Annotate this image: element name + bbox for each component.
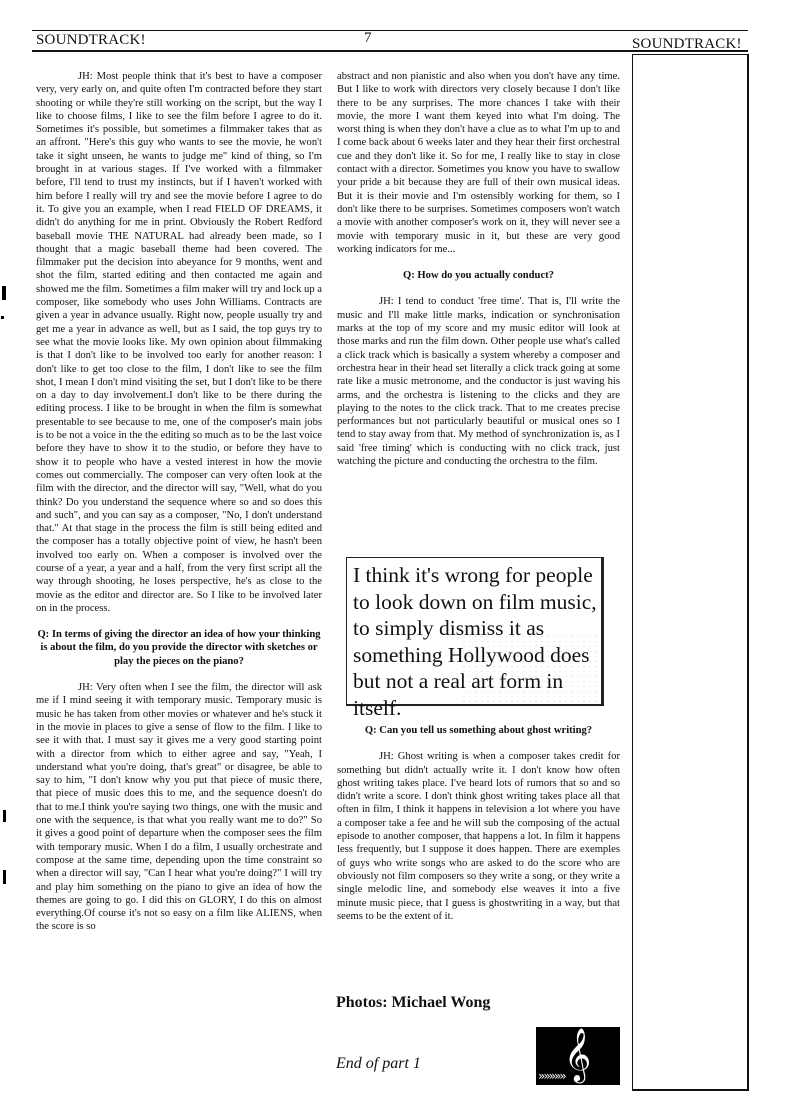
article-column-right-lower: [337, 724, 620, 923]
blank-sidebar-box: [632, 54, 749, 1091]
margin-mark: [3, 870, 6, 884]
article-column-right: [337, 70, 620, 468]
photo-credit: Photos: Michael Wong: [336, 994, 491, 1011]
answer-paragraph: JH: Ghost writing is when a composer takes credit for something but didn't actually write it. I don't know how often ghost writing takes place. I've heard lots of rumors that so and so didn't write a score. I don't think ghost writing takes place all that often in film, I think it happens in television a lot where you have a composer take a fee and he will sub the composing of the actual episode to another composer, that happens a lot. In film it happens less frequently, but I suppose it does happen. There are exemples of guys who write songs who are asked to do the score who are obviously not film composers so they write a song, or they write a single melodic line, and somebody else weaves it into a five minute music piece, that I guess is ghostwriting in a way, but that seems to be the extent of it.: [337, 751, 620, 922]
pull-quote-text: I think it's wrong for people to look down on film music, to simply dismiss it as something Hollywood does but not a real art form in itself.: [353, 563, 597, 720]
chevron-stripes-icon: »»»»»: [538, 1069, 565, 1083]
pull-quote-box: [346, 557, 604, 720]
page-number: 7: [364, 30, 372, 46]
interview-question: Q: How do you actually conduct?: [403, 270, 554, 282]
margin-mark: [3, 810, 6, 822]
header-rule: [32, 50, 748, 52]
answer-paragraph: JH: Most people think that it's best to have a composer very, very early on, and quite often I'm contracted before they start shooting or while they're still working on the script, but the way I like to choose films, I like to see the film before I agree to do it. Sometimes it's possible, but sometimes a filmmaker takes that as an affront. "Here's this guy who wants to see the movie, he won't take it sight unseen, he wants to judge me" kind of thing, so I'm brought in at various stages. If I've worked with a filmmaker before, I'll tend to trust my instincts, but if I haven't worked with him before I really will try and see the movie before I agree to do it. To give you an example, when I read FIELD OF DREAMS, it didn't do anything for me in print. Obviously the Robert Redford baseball movie THE NATURAL had already been made, so I thought that a magic baseball theme had been covered. The filmmaker put the decision into abeyance for 9 months, went and shot the film, started editing and then contacted me again and showed me the film. Sometimes a film maker will try and lock up a composer, like somebody who uses John Williams. Contracts are given a year in advance usually. Right now, people usually try and get me a year in advance as well, but as I said, the top guys try to see what the movie looks like. My own opinion about filmmaking is that I don't like to be involved too early for another reason: I don't like to get too close to the film, I don't like to see the film shot, I mean I don't mind visiting the set, but I don't like to be there on a day to day involvement.I don't like to be there during the editing process. I like to be brought in when the film is somewhat presentable to see because to me, one of the composer's main jobs is to be not a voice in the the editing so much as to be the last voice before they have to show it to the studio, or before they have to show it to people who have a vested interest in how the movie comes out commercially. The composer can very often look at the film with the director, and the director will say, "Well, what do you think? Do you understand the sequence where so and so does this and such", and you can say as a composer, "No, I don't understand that." At that stage in the process the film is still being edited and the composer has a totally objective point of view, he hasn't been involved too early on. When a composer is involved over the course of a year, a year and a half, from the very first script all the way through shooting, he loses perspective, he's as close to the movie as the editor and director are. So I like to be involved later on in the process.: [36, 71, 322, 614]
answer-paragraph: JH: Very often when I see the film, the director will ask me if I mind seeing it with temporary music. Temporary music is music he has taken from other movies or whatever and he's stuck it in the movie in places to give a sense of flow to the film. I like to see it with that. I must say it gives me a very good starting point with a director from which to either agree and say, "Yeah, I understand what you're doing, that's great" or disagree, be able to say to him, "I don't know why you put that piece of music there, that piece of music does this to me, and the sequence doesn't do that to me.I think you're saying two things, one with the music and one with the sequence, is that what you really want me to do?" So it gives a good point of departure when the composer sees the film with temporary music. When I do a film, I usually orchestrate and compose at the same time, depending upon the time constraint so when a director will say, "Can I hear what you're doing?" I will try and play him something on the piano to give an idea of how the themes are going to go. I did this on GLORY, I do this on almost everything.Of course it's not so easy on a film like ALIENS, when the score is so: [36, 682, 322, 933]
answer-paragraph: JH: I tend to conduct 'free time'. That is, I'll write the music and I'll make little marks, indication or synchronisation marks at the top of my score and my music editor will look at those marks and run the film down. Other people use what's called a click track which is basically a system whereby a composer and orchestra hear in their head set literally a click track going at some rate like a music metronome, and the conductor is just waving his arms, and the orchestra is listening to the clicks and they are playing to the notes to the click track. That to me creates precise performances but not particularly beautiful or musical ones so I tend to stay away from that. My method of synchronization is, as I said 'free timing' which is conducting with no click track, just watching the picture and conducting the orchestra to the film.: [337, 296, 620, 468]
interview-question: Q: Can you tell us something about ghost writing?: [364, 725, 593, 736]
continued-paragraph: abstract and non pianistic and also when you don't have any time. But I like to work with directors very closely because I don't like there to be any surprises. The more chances I take with their movie, the more I want them keyed into what I'm doing. The worst thing is when they don't have a clue as to what I'm up to and I come back about 6 weeks later and they hear their first orchestral cue and they don't like it. So for me, I really like to stay in close contact with a director. Sometimes you know you have to swallow your pride a bit because they are full of their own musical ideas. But it is their movie and I'm ostensibly working for them, so I don't like there to be surprises. Sometimes composers won't watch a movie with another composer's work on it, they will never see a movie with temporary music in it, but these are very good working indicators for me...: [337, 71, 620, 255]
end-of-part-note: End of part 1: [336, 1055, 421, 1072]
treble-clef-icon: 𝄞: [564, 1027, 592, 1081]
treble-clef-logo: [536, 1027, 620, 1085]
margin-mark: [1, 316, 4, 319]
top-border: [32, 30, 748, 31]
running-header-right: SOUNDTRACK!: [632, 36, 742, 52]
article-column-left: [36, 70, 322, 934]
margin-mark: [2, 286, 6, 300]
interview-question: Q: In terms of giving the director an idea of how your thinking is about the film, do you provide the director with sketches or play the pieces on the piano?: [37, 629, 321, 667]
running-header-left: SOUNDTRACK!: [36, 32, 146, 48]
